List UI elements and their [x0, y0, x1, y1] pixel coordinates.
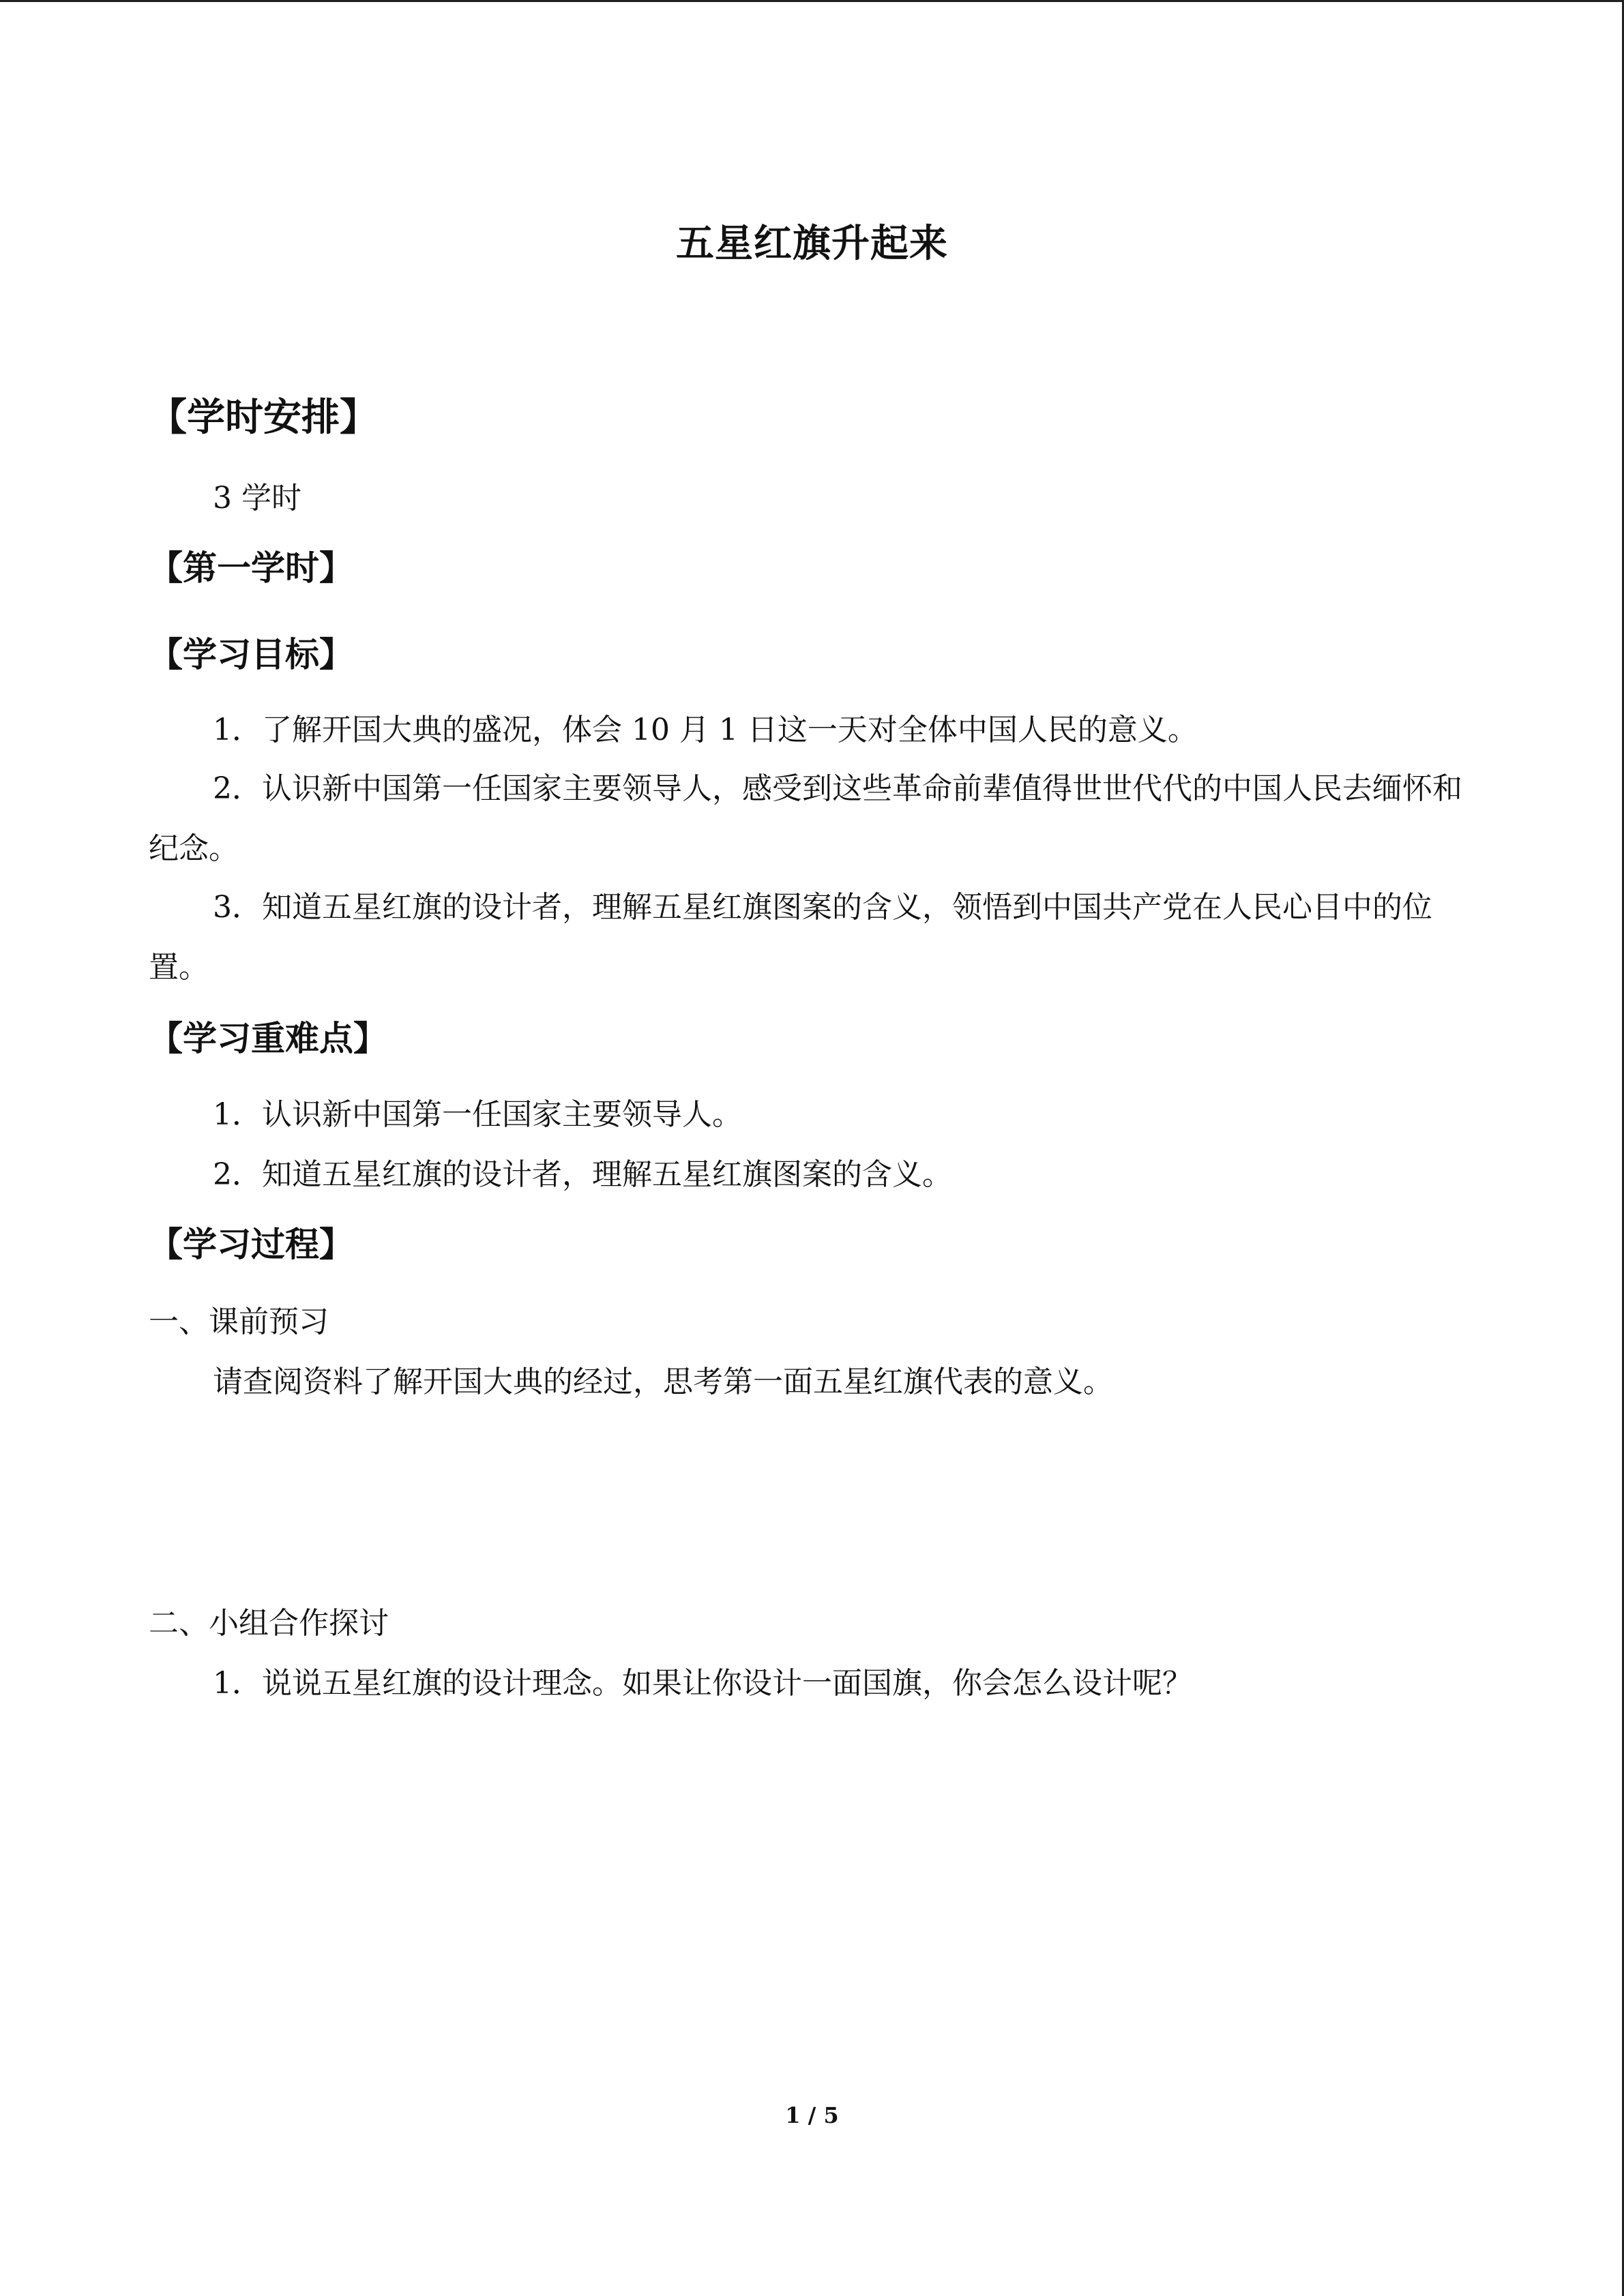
objective-item-2: 2．认识新中国第一任国家主要领导人，感受到这些革命前辈值得世世代代的中国人民去缅怀和纪念。 [149, 771, 1462, 866]
objective-item-3: 3．知道五星红旗的设计者，理解五星红旗图案的含义，领悟到中国共产党在人民心目中的位置。 [149, 890, 1432, 985]
key-points-heading: 【学习重难点】 [149, 1018, 387, 1058]
document-title: 五星红旗升起来 [676, 221, 948, 266]
section-group-title: 二、小组合作探讨 [149, 1606, 389, 1641]
objective-item-1: 1．了解开国大典的盛况，体会 10 月 1 日这一天对全体中国人民的意义。 [213, 713, 1198, 747]
schedule-value: 3 学时 [213, 481, 301, 516]
section-group-text: 1．说说五星红旗的设计理念。如果让你设计一面国旗，你会怎么设计呢？ [213, 1666, 1192, 1701]
page-number: 1 / 5 [785, 2102, 839, 2128]
section-preview-title: 一、课前预习 [149, 1304, 329, 1339]
section-preview-text: 请查阅资料了解开国大典的经过，思考第一面五星红旗代表的意义。 [213, 1365, 1113, 1399]
objectives-heading: 【学习目标】 [149, 634, 353, 674]
lesson-heading: 【第一学时】 [149, 548, 353, 588]
process-heading: 【学习过程】 [149, 1224, 353, 1264]
key-point-item-1: 1．认识新中国第一任国家主要领导人。 [213, 1097, 742, 1132]
key-point-item-2: 2．知道五星红旗的设计者，理解五星红旗图案的含义。 [213, 1157, 952, 1192]
schedule-heading: 【学时安排】 [149, 395, 378, 440]
